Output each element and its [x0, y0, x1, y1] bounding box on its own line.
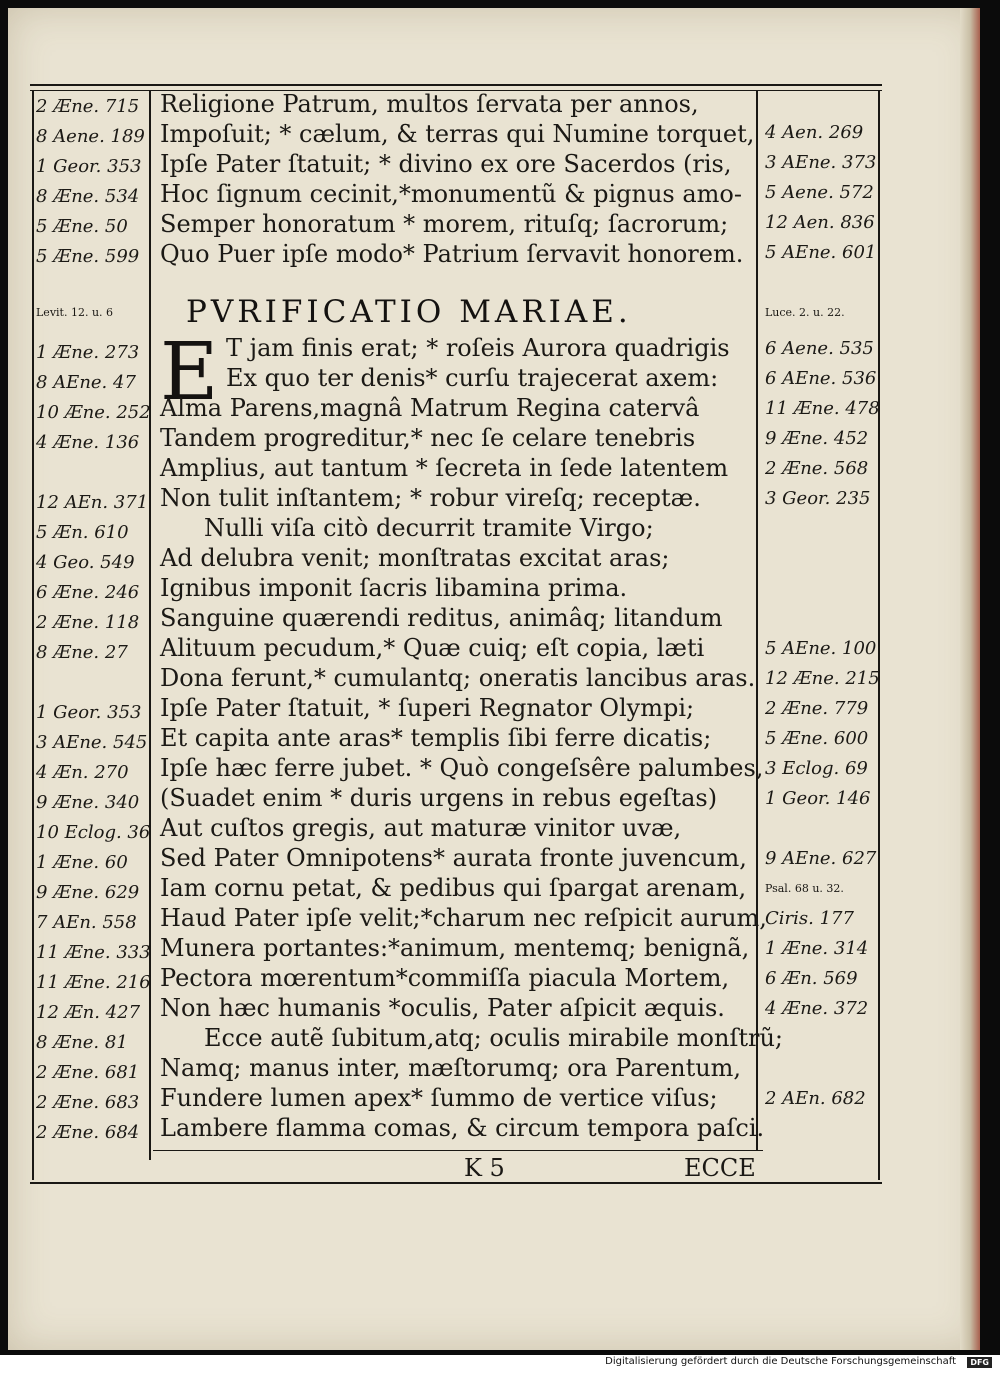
right-margin-ref: 11 Æne. 478 — [765, 398, 880, 419]
right-margin-ref: 5 AEne. 601 — [765, 242, 877, 263]
left-margin-rule — [32, 90, 34, 1180]
main-line: Hoc ſignum cecinit,*monumentũ & pignus amo- — [160, 180, 742, 208]
main-line: Tandem progreditur,* nec ſe celare tenebris — [160, 424, 696, 452]
footer-rule — [153, 1150, 763, 1151]
left-margin-ref: 1 Geor. 353 — [36, 702, 142, 723]
main-line: Religione Patrum, multos ſervata per annos, — [160, 90, 699, 118]
top-rule — [30, 84, 882, 86]
main-line: Iam cornu petat, & pedibus qui ſpargat arenam, — [160, 874, 747, 902]
right-margin-ref: 6 Æn. 569 — [765, 968, 858, 989]
right-margin-ref: 5 Æne. 600 — [765, 728, 869, 749]
left-margin-ref: 8 AEne. 47 — [36, 372, 136, 393]
main-line: Lambere flamma comas, & circum tempora paſci. — [160, 1114, 765, 1142]
main-line: Munera portantes:*animum, mentemq; benignã, — [160, 934, 750, 962]
left-margin-ref: 12 AEn. 371 — [36, 492, 149, 513]
main-line: Dona ferunt,* cumulantq; oneratis lancibus aras. — [160, 664, 756, 692]
section-heading: PVRIFICATIO MARIAE. — [186, 294, 632, 330]
main-line: Pectora mœrentum*commiſſa piacula Mortem, — [160, 964, 730, 992]
left-margin-ref: 9 Æne. 629 — [36, 882, 140, 903]
main-line: Ipſe Pater ſtatuit; * divino ex ore Sacerdos (ris, — [160, 150, 732, 178]
catchword: ECCE — [684, 1154, 756, 1182]
credit-text: Digitalisierung gefördert durch die Deutsche Forschungsgemeinschaft — [605, 1356, 956, 1367]
left-margin-ref: 11 Æne. 216 — [36, 972, 151, 993]
left-margin-ref: 10 Eclog. 36 — [36, 822, 151, 843]
right-margin-ref: Psal. 68 u. 32. — [765, 882, 844, 895]
left-margin-ref: 2 Æne. 715 — [36, 96, 140, 117]
left-margin-ref: 8 Æne. 534 — [36, 186, 140, 207]
right-margin-ref: 2 AEn. 682 — [765, 1088, 866, 1109]
right-margin-ref: 4 Aen. 269 — [765, 122, 864, 143]
left-margin-ref: 2 Æne. 684 — [36, 1122, 140, 1143]
bottom-rule — [30, 1182, 882, 1184]
main-line: Nulli viſa citò decurrit tramite Virgo; — [204, 514, 654, 542]
main-line: Et capita ante aras* templis ſibi ferre dicatis; — [160, 724, 712, 752]
left-margin-ref: 9 Æne. 340 — [36, 792, 140, 813]
right-margin-ref: Ciris. 177 — [765, 908, 854, 929]
left-margin-ref: 3 AEne. 545 — [36, 732, 148, 753]
page-edge — [960, 8, 980, 1350]
right-margin-ref: 4 Æne. 372 — [765, 998, 869, 1019]
left-margin-ref: 4 Æn. 270 — [36, 762, 129, 783]
main-line: Ex quo ter denis* curſu trajecerat axem: — [226, 364, 719, 392]
main-line: Haud Pater ipſe velit;*charum nec reſpicit aurum, — [160, 904, 767, 932]
main-line: Impoſuit; * cælum, & terras qui Numine torquet, — [160, 120, 755, 148]
right-margin-ref: Luce. 2. u. 22. — [765, 306, 845, 319]
main-line: Fundere lumen apex* ſummo de vertice viſus; — [160, 1084, 718, 1112]
main-line: Quo Puer ipſe modo* Patrium ſervavit honorem. — [160, 240, 744, 268]
drop-capital: E — [160, 325, 219, 418]
left-margin-ref: 2 Æne. 681 — [36, 1062, 140, 1083]
left-margin-ref: 4 Geo. 549 — [36, 552, 135, 573]
main-line: (Suadet enim * duris urgens in rebus egeſtas) — [160, 784, 718, 812]
main-line: Ipſe Pater ſtatuit, * ſuperi Regnator Olympi; — [160, 694, 695, 722]
main-line: Ad delubra venit; monſtratas excitat aras; — [160, 544, 670, 572]
book-page — [8, 8, 980, 1350]
main-line: Aut cuſtos gregis, aut maturæ vinitor uvæ, — [160, 814, 682, 842]
main-line: Ipſe hæc ferre jubet. * Quò congeſsêre palumbes, — [160, 754, 764, 782]
right-margin-ref: 6 Aene. 535 — [765, 338, 874, 359]
main-line: Alituum pecudum,* Quæ cuiq; eſt copia, læti — [160, 634, 705, 662]
main-line: T jam finis erat; * roſeis Aurora quadrigis — [226, 334, 730, 362]
right-column-rule — [756, 90, 758, 1150]
left-margin-ref: 5 Æn. 610 — [36, 522, 129, 543]
right-margin-ref: 2 Æne. 779 — [765, 698, 869, 719]
right-margin-ref: 1 Geor. 146 — [765, 788, 871, 809]
left-margin-ref: 1 Æne. 273 — [36, 342, 140, 363]
left-margin-ref: 10 Æne. 252 — [36, 402, 151, 423]
left-margin-ref: 4 Æne. 136 — [36, 432, 140, 453]
left-margin-ref: 6 Æne. 246 — [36, 582, 140, 603]
right-margin-ref: 3 AEne. 373 — [765, 152, 877, 173]
main-line: Sanguine quærendi reditus, animâq; litandum — [160, 604, 723, 632]
main-line: Namq; manus inter, mæſtorumq; ora Parentum, — [160, 1054, 742, 1082]
left-margin-ref: 1 Geor. 353 — [36, 156, 142, 177]
right-margin-ref: 2 Æne. 568 — [765, 458, 869, 479]
left-margin-ref: Levit. 12. u. 6 — [36, 306, 114, 319]
left-margin-ref: 12 Æn. 427 — [36, 1002, 141, 1023]
left-margin-ref: 2 Æne. 118 — [36, 612, 140, 633]
main-line: Non hæc humanis *oculis, Pater aſpicit æquis. — [160, 994, 725, 1022]
left-margin-ref: 2 Æne. 683 — [36, 1092, 140, 1113]
main-line: Sed Pater Omnipotens* aurata fronte juvencum, — [160, 844, 747, 872]
main-line: Semper honoratum * morem, rituſq; ſacrorum; — [160, 210, 729, 238]
right-margin-ref: 12 Aen. 836 — [765, 212, 875, 233]
left-margin-ref: 1 Æne. 60 — [36, 852, 128, 873]
left-margin-ref: 7 AEn. 558 — [36, 912, 137, 933]
left-margin-ref: 5 Æne. 50 — [36, 216, 128, 237]
right-margin-ref: 9 Æne. 452 — [765, 428, 869, 449]
left-column-rule — [149, 90, 151, 1160]
main-line: Non tulit inſtantem; * robur vireſq; receptæ. — [160, 484, 701, 512]
left-margin-ref: 8 Aene. 189 — [36, 126, 145, 147]
left-margin-ref: 5 Æne. 599 — [36, 246, 140, 267]
main-line: Amplius, aut tantum * ſecreta in ſede latentem — [160, 454, 729, 482]
left-margin-ref: 8 Æne. 27 — [36, 642, 128, 663]
left-margin-ref: 11 Æne. 333 — [36, 942, 151, 963]
main-line: Ecce autẽ ſubitum,atq; oculis mirabile monſtrũ; — [204, 1024, 783, 1052]
main-line: Alma Parens,magnâ Matrum Regina catervâ — [160, 394, 700, 422]
right-margin-ref: 6 AEne. 536 — [765, 368, 877, 389]
right-margin-rule — [878, 90, 880, 1180]
signature-mark: K 5 — [464, 1154, 505, 1182]
right-margin-ref: 3 Eclog. 69 — [765, 758, 868, 779]
main-line: Ignibus imponit ſacris libamina prima. — [160, 574, 628, 602]
dfg-logo-icon: DFG — [967, 1357, 992, 1368]
right-margin-ref: 1 Æne. 314 — [765, 938, 869, 959]
right-margin-ref: 9 AEne. 627 — [765, 848, 877, 869]
left-margin-ref: 8 Æne. 81 — [36, 1032, 128, 1053]
right-margin-ref: 5 AEne. 100 — [765, 638, 877, 659]
right-margin-ref: 5 Aene. 572 — [765, 182, 874, 203]
right-margin-ref: 12 Æne. 215 — [765, 668, 880, 689]
right-margin-ref: 3 Geor. 235 — [765, 488, 871, 509]
